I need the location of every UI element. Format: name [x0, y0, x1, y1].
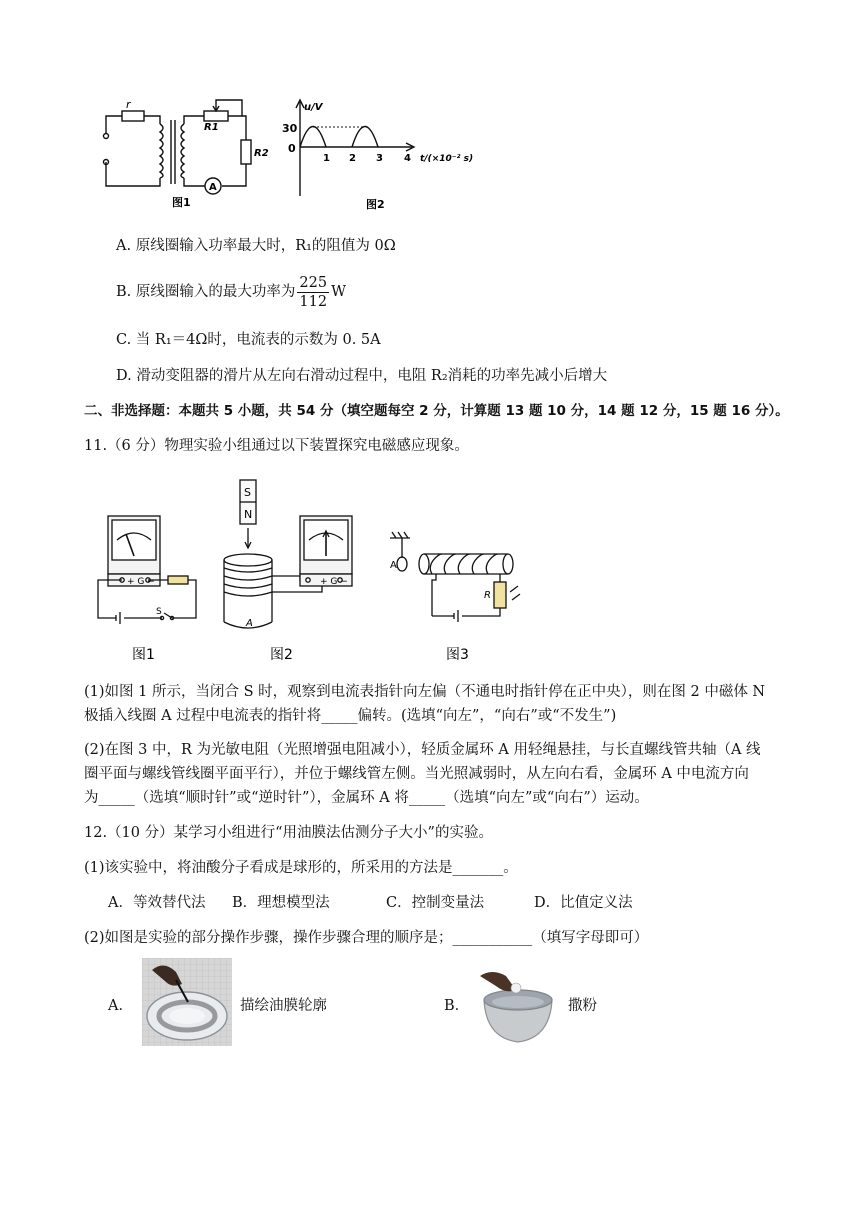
step-b-letter: B． — [444, 998, 470, 1014]
q10-option-b-fraction — [297, 274, 329, 311]
coil-a-label: A — [246, 618, 253, 629]
fraction-numerator: 225 — [299, 274, 328, 291]
fig1-meter-label: + G − — [127, 577, 155, 587]
q10-option-a: A. 原线圈输入功率最大时，R₁的阻值为 0Ω — [116, 238, 396, 254]
y-axis-label: u/V — [304, 102, 323, 113]
q12-option-d: D．比值定义法 — [534, 895, 633, 911]
transformer-circuit-figure — [96, 92, 276, 212]
photoresistor-label: R — [484, 590, 491, 601]
step-a-text: 描绘油膜轮廓 — [240, 998, 327, 1014]
oil-film-tracing-photo — [142, 958, 232, 1046]
tick-1: 1 — [323, 153, 330, 164]
r2-label: R2 — [254, 148, 269, 159]
q11-fig1-label: 图1 — [132, 647, 155, 663]
q11-fig3-label: 图3 — [446, 647, 469, 663]
q11-part1-line1: (1)如图 1 所示，当闭合 S 时，观察到电流表指针向左偏（不通电时指针停在正中央），则在图 2 中磁体 N — [84, 684, 766, 700]
q10-option-c: C. 当 R₁＝4Ω时，电流表的示数为 0. 5A — [116, 332, 381, 348]
r1-label: R1 — [204, 122, 219, 133]
magnet-n-label: N — [244, 508, 253, 521]
step-a-letter: A． — [108, 998, 133, 1014]
tick-3: 3 — [376, 153, 383, 164]
x-axis-label: t/(×10⁻² s) — [420, 154, 474, 164]
fig2-meter-label: + G − — [320, 577, 348, 587]
origin-label: 0 — [288, 142, 296, 155]
fraction-denominator: 112 — [299, 293, 328, 310]
q12-option-a: A．等效替代法 — [108, 895, 206, 911]
r-label: r — [126, 98, 131, 111]
step-b-text: 撒粉 — [568, 998, 597, 1014]
fig1-label-top: 图1 — [172, 196, 191, 209]
ring-a-label: A — [390, 560, 397, 571]
voltage-waveform-figure — [282, 96, 482, 214]
q12-part2: (2)如图是实验的部分操作步骤，操作步骤合理的顺序是；___________（填写字母即可） — [84, 930, 649, 946]
q12-option-c: C．控制变量法 — [386, 895, 485, 911]
tick-4: 4 — [404, 153, 411, 164]
q11-figures — [90, 476, 540, 666]
switch-label: S — [156, 607, 162, 617]
powder-sprinkling-photo — [476, 966, 560, 1046]
q10-option-d: D. 滑动变阻器的滑片从左向右滑动过程中，电阻 R₂消耗的功率先减小后增大 — [116, 368, 608, 384]
q11-fig2-label: 图2 — [270, 647, 293, 663]
q11-part2-line1: (2)在图 3 中，R 为光敏电阻（光照增强电阻减小），轻质金属环 A 用轻绳悬挂，与长直螺线管共轴（A 线 — [84, 742, 761, 758]
fig2-label-top: 图2 — [366, 198, 385, 211]
tick-2: 2 — [349, 153, 356, 164]
q10-option-b-prefix: B. 原线圈输入的最大功率为 — [116, 284, 296, 300]
section-2-heading: 二、非选择题：本题共 5 小题，共 54 分（填空题每空 2 分，计算题 13 题 10 分，14 题 12 分，15 题 16 分）。 — [84, 403, 789, 419]
peak-label: 30 — [282, 122, 298, 135]
q10-option-b-unit: W — [331, 284, 346, 300]
q11-part1-line2: 极插入线圈 A 过程中电流表的指针将_____偏转。(选填“向左”，“向右”或“不发生”) — [84, 708, 617, 724]
q12-part1: (1)该实验中，将油酸分子看成是球形的，所采用的方法是_______。 — [84, 860, 518, 876]
q11-part2-line3: 为_____（选填“顺时针”或“逆时针”），金属环 A 将_____（选填“向左”或“向右”）运动。 — [84, 790, 649, 806]
q12-stem: 12.（10 分）某学习小组进行“用油膜法估测分子大小”的实验。 — [84, 825, 493, 841]
q10-option-b — [116, 272, 346, 312]
q12-option-b: B．理想模型法 — [232, 895, 330, 911]
ammeter-label: A — [209, 182, 217, 193]
q11-part2-line2: 圈平面与螺线管线圈平面平行），并位于螺线管左侧。当光照减弱时，从左向右看，金属环 A 中电流方向 — [84, 766, 749, 782]
q11-stem: 11.（6 分）物理实验小组通过以下装置探究电磁感应现象。 — [84, 438, 469, 454]
magnet-s-label: S — [244, 486, 251, 499]
